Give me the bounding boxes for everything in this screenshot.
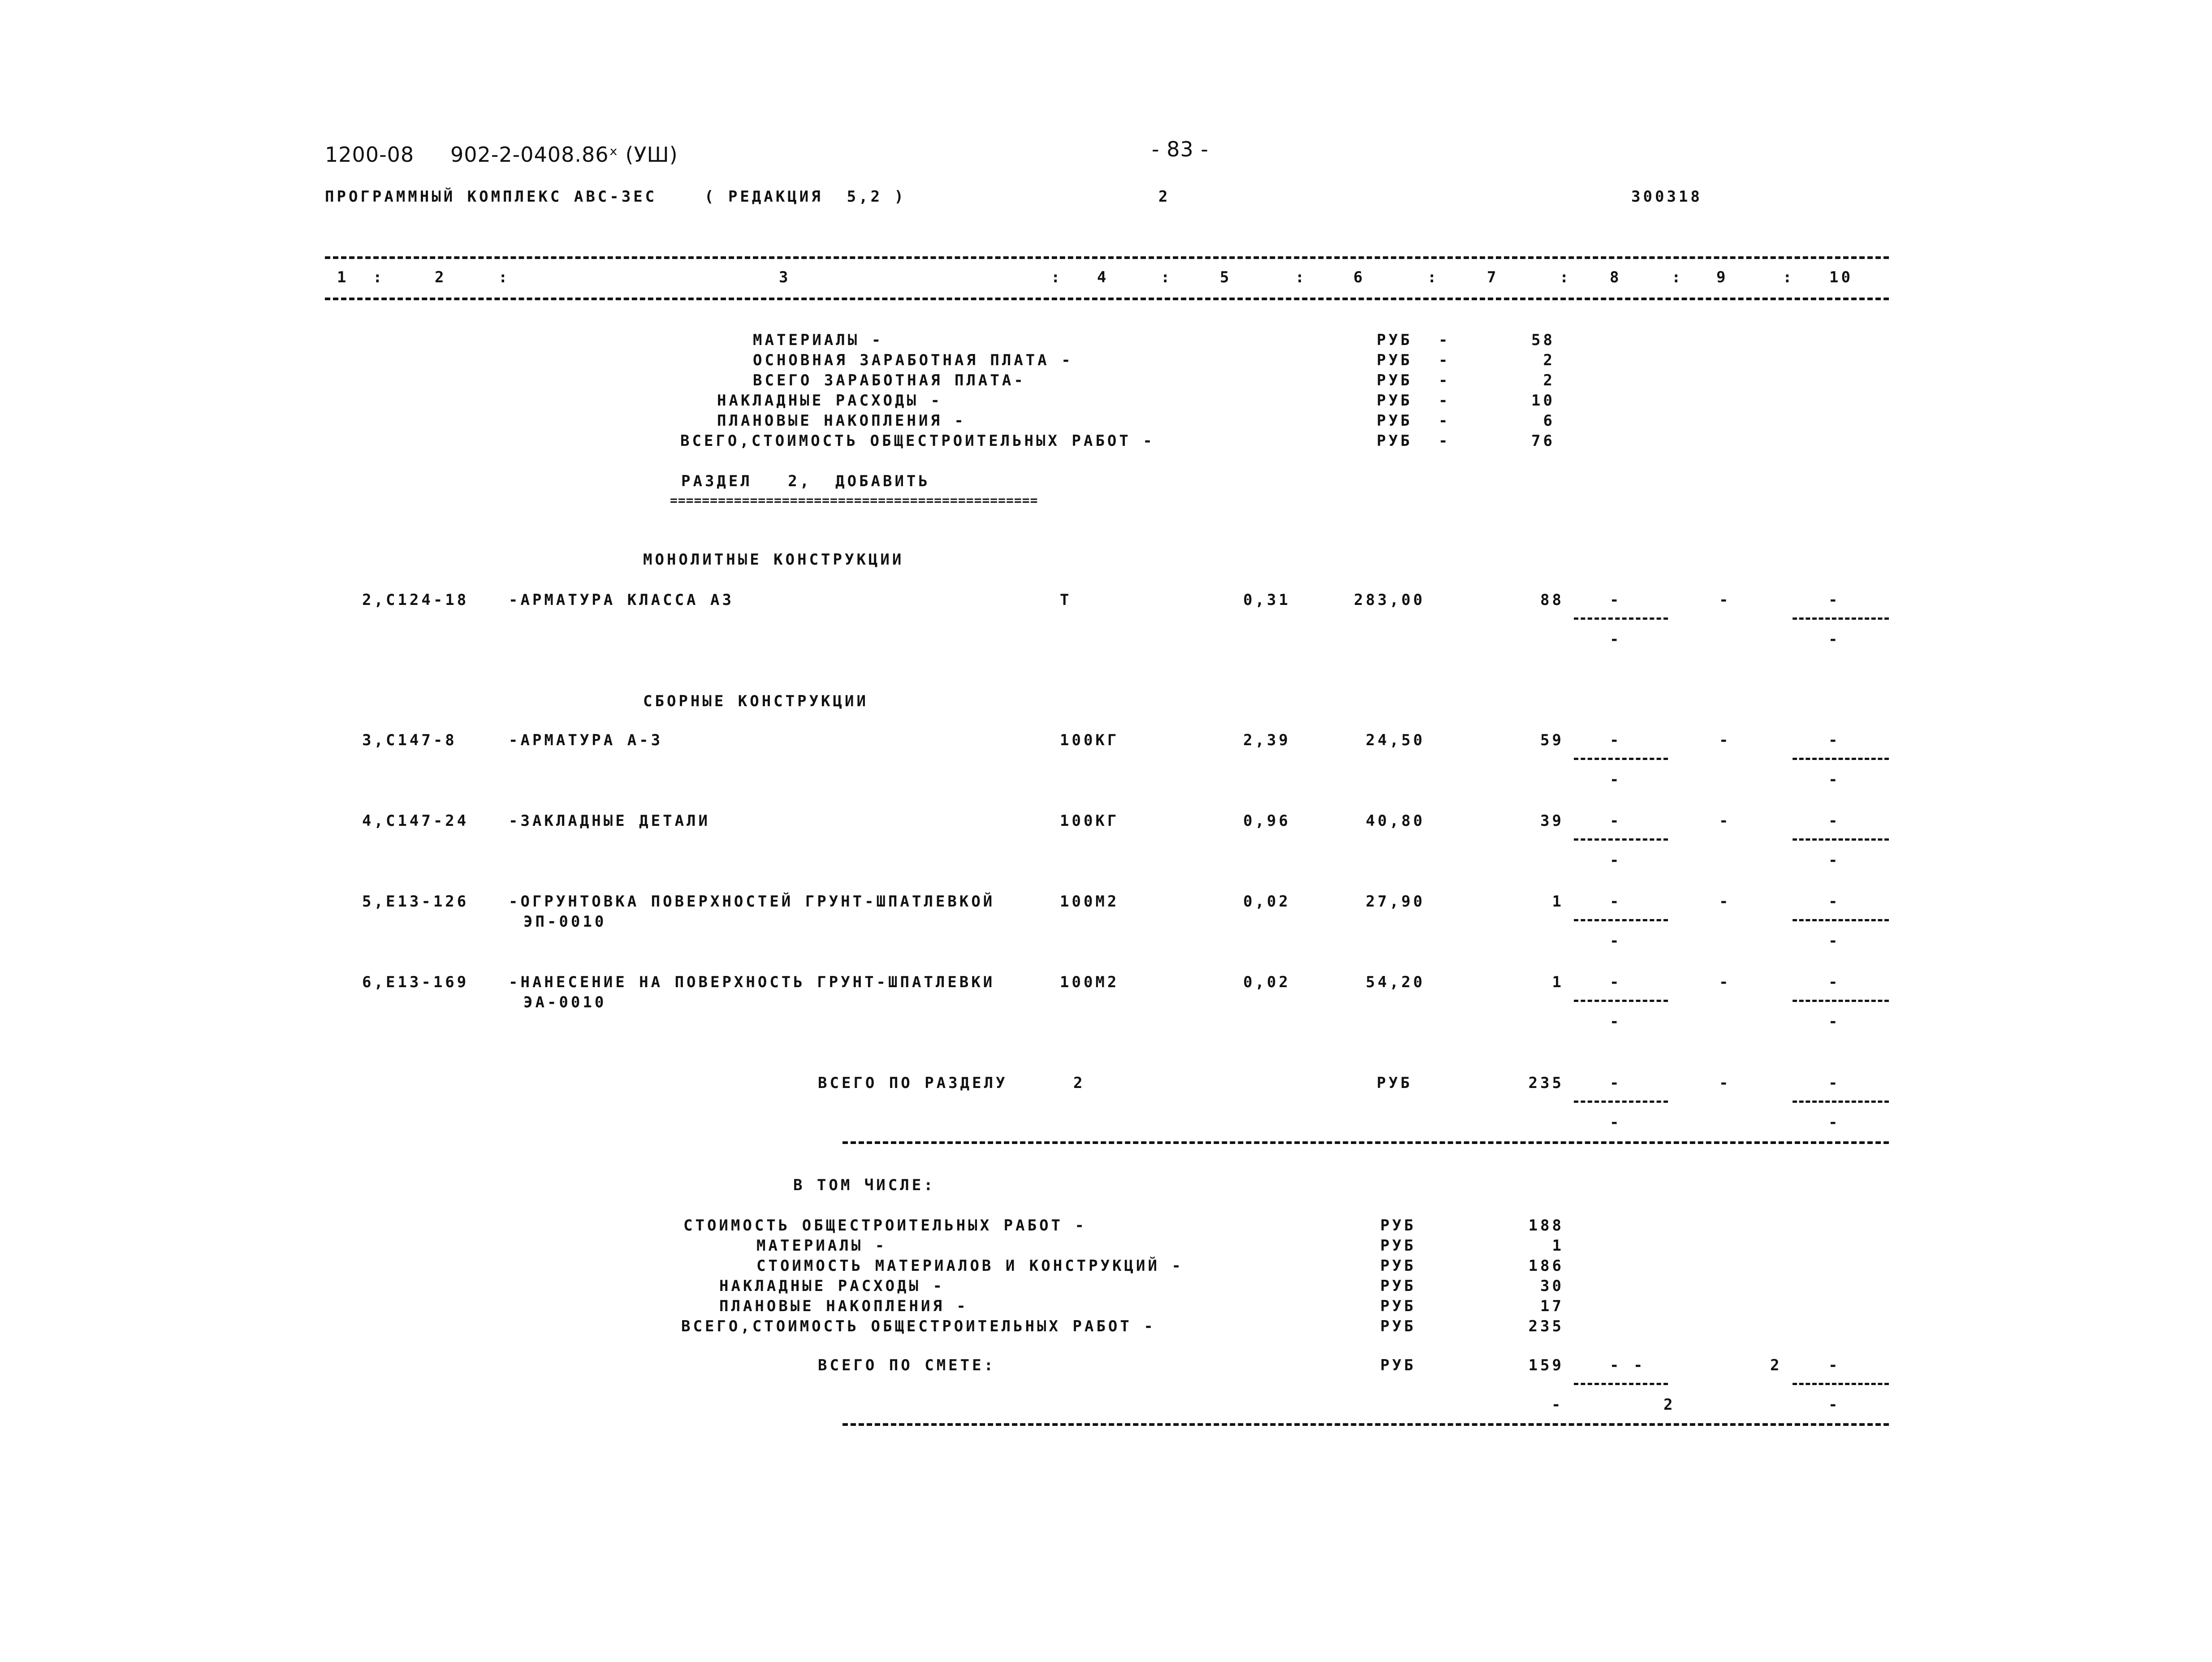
summary-sep: - — [1439, 392, 1451, 410]
section-total-value: 235 — [1528, 1074, 1564, 1092]
section-total-section: 2 — [1073, 1074, 1085, 1092]
item-col10: - — [1828, 812, 1840, 830]
column-1: 1 — [337, 268, 349, 286]
item-name: -АРМАТУРА А-3 — [509, 731, 663, 749]
summary-unit: РУБ — [1377, 351, 1413, 369]
including-unit: РУБ — [1380, 1297, 1416, 1315]
item-total: 1 — [1552, 893, 1564, 911]
item-name: -ЗАКЛАДНЫЕ ДЕТАЛИ — [509, 812, 710, 830]
column-4: 4 — [1097, 268, 1109, 286]
col-sep: : — [1427, 268, 1439, 286]
subtotal-rule — [1793, 758, 1889, 760]
section-total-label: ВСЕГО ПО РАЗДЕЛУ — [818, 1074, 1008, 1092]
col-sep: : — [498, 268, 510, 286]
summary-unit: РУБ — [1377, 412, 1413, 430]
including-value: 1 — [1552, 1237, 1564, 1255]
item-col10-sub: - — [1828, 932, 1840, 950]
estimate-total-rule — [842, 1423, 1889, 1426]
including-value: 188 — [1528, 1217, 1564, 1235]
including-unit: РУБ — [1380, 1257, 1416, 1275]
section-total-col9: - — [1719, 1074, 1731, 1092]
project-code: 902-2-0408.86ˣ (УШ) — [450, 142, 678, 167]
item-col10-sub: - — [1828, 851, 1840, 869]
section-total-col8: - — [1610, 1074, 1622, 1092]
item-code: 4,С147-24 — [362, 812, 469, 830]
summary-value: 76 — [1531, 432, 1555, 450]
col-sep: : — [1560, 268, 1572, 286]
item-qty: 0,02 — [1243, 973, 1291, 991]
section-total-col10-sub: - — [1828, 1114, 1840, 1131]
section-total-unit: РУБ — [1377, 1074, 1413, 1092]
item-col8: - — [1610, 591, 1622, 609]
item-name: -НАНЕСЕНИЕ НА ПОВЕРХНОСТЬ ГРУНТ-ШПАТЛЕВКИ — [509, 973, 995, 991]
including-value: 17 — [1540, 1297, 1564, 1315]
summary-value: 58 — [1531, 331, 1555, 349]
column-2: 2 — [435, 268, 447, 286]
including-label: НАКЛАДНЫЕ РАСХОДЫ - — [719, 1277, 945, 1295]
sheet-number: 2 — [1158, 188, 1171, 206]
including-label: ВСЕГО,СТОИМОСТЬ ОБЩЕСТРОИТЕЛЬНЫХ РАБОТ - — [681, 1317, 1156, 1335]
page-number: - 83 - — [1152, 137, 1209, 161]
section-total-rule — [842, 1141, 1889, 1144]
subtotal-rule — [1574, 617, 1668, 620]
summary-unit: РУБ — [1377, 331, 1413, 349]
item-price: 283,00 — [1354, 591, 1425, 609]
item-unit: Т — [1060, 591, 1072, 609]
summary-value: 10 — [1531, 392, 1555, 410]
summary-label: МАТЕРИАЛЫ - — [753, 331, 884, 349]
col-sep: : — [1672, 268, 1684, 286]
column-5: 5 — [1220, 268, 1232, 286]
summary-sep: - — [1439, 432, 1451, 450]
item-code: 5,Е13-126 — [362, 893, 469, 911]
item-qty: 0,31 — [1243, 591, 1291, 609]
section-total-col8-sub: - — [1610, 1114, 1622, 1131]
item-price: 40,80 — [1365, 812, 1425, 830]
item-col9: - — [1719, 731, 1731, 749]
subtotal-rule — [1793, 1101, 1889, 1103]
subtotal-rule — [1574, 758, 1668, 760]
item-unit: 100КГ — [1060, 731, 1119, 749]
summary-unit: РУБ — [1377, 392, 1413, 410]
col-sep: : — [1051, 268, 1063, 286]
summary-label: ВСЕГО ЗАРАБОТНАЯ ПЛАТА- — [753, 371, 1026, 389]
including-label: СТОИМОСТЬ МАТЕРИАЛОВ И КОНСТРУКЦИЙ - — [756, 1257, 1184, 1275]
col-sep: : — [1783, 268, 1795, 286]
item-col9: - — [1719, 591, 1731, 609]
including-label: ПЛАНОВЫЕ НАКОПЛЕНИЯ - — [719, 1297, 968, 1315]
including-value: 30 — [1540, 1277, 1564, 1295]
including-title: В ТОМ ЧИСЛЕ: — [793, 1176, 936, 1194]
estimate-total-col10: - — [1828, 1356, 1840, 1374]
column-8: 8 — [1610, 268, 1622, 286]
estimate-total-value: 159 — [1528, 1356, 1564, 1374]
item-total: 88 — [1540, 591, 1564, 609]
item-price: 54,20 — [1365, 973, 1425, 991]
item-col10: - — [1828, 731, 1840, 749]
header-bottom-rule — [325, 298, 1889, 300]
col-sep: : — [373, 268, 385, 286]
subtotal-rule — [1574, 1383, 1668, 1385]
item-col9: - — [1719, 812, 1731, 830]
item-unit: 100КГ — [1060, 812, 1119, 830]
item-qty: 0,96 — [1243, 812, 1291, 830]
item-unit: 100М2 — [1060, 893, 1119, 911]
item-col8: - — [1610, 812, 1622, 830]
program-name: ПРОГРАММНЫЙ КОМПЛЕКС АВС-ЗЕС — [325, 188, 657, 206]
including-value: 235 — [1528, 1317, 1564, 1335]
item-qty: 2,39 — [1243, 731, 1291, 749]
including-unit: РУБ — [1380, 1217, 1416, 1235]
item-col8-sub: - — [1610, 851, 1622, 869]
program-edition: ( РЕДАКЦИЯ 5,2 ) — [704, 188, 906, 206]
summary-label: ОСНОВНАЯ ЗАРАБОТНАЯ ПЛАТА - — [753, 351, 1073, 369]
item-name: -АРМАТУРА КЛАССА А3 — [509, 591, 734, 609]
summary-unit: РУБ — [1377, 432, 1413, 450]
column-7: 7 — [1487, 268, 1499, 286]
item-col10: - — [1828, 591, 1840, 609]
subtotal-rule — [1793, 1000, 1889, 1002]
estimate-total-col10-sub: - — [1828, 1396, 1840, 1414]
summary-unit: РУБ — [1377, 371, 1413, 389]
including-label: МАТЕРИАЛЫ - — [756, 1237, 887, 1255]
section-total-col10: - — [1828, 1074, 1840, 1092]
subtotal-rule — [1574, 1101, 1668, 1103]
item-col8-sub: - — [1610, 771, 1622, 789]
estimate-total-col9: 2 — [1770, 1356, 1782, 1374]
section-title: РАЗДЕЛ 2, ДОБАВИТЬ — [681, 472, 930, 490]
item-price: 24,50 — [1365, 731, 1425, 749]
summary-value: 2 — [1543, 371, 1555, 389]
including-label: СТОИМОСТЬ ОБЩЕСТРОИТЕЛЬНЫХ РАБОТ - — [683, 1217, 1087, 1235]
group-title-precast: СБОРНЫЕ КОНСТРУКЦИИ — [643, 692, 868, 710]
summary-label: НАКЛАДНЫЕ РАСХОДЫ - — [717, 392, 942, 410]
subtotal-rule — [1793, 919, 1889, 921]
item-col10-sub: - — [1828, 771, 1840, 789]
item-total: 1 — [1552, 973, 1564, 991]
item-col8: - — [1610, 731, 1622, 749]
header-top-rule — [325, 256, 1889, 259]
item-col8-sub: - — [1610, 1013, 1622, 1031]
summary-sep: - — [1439, 351, 1451, 369]
including-value: 186 — [1528, 1257, 1564, 1275]
item-total: 39 — [1540, 812, 1564, 830]
including-unit: РУБ — [1380, 1277, 1416, 1295]
item-code: 2,С124-18 — [362, 591, 469, 609]
item-name-cont: ЭА-0010 — [523, 993, 607, 1011]
item-col8-sub: - — [1610, 630, 1622, 648]
subtotal-rule — [1574, 919, 1668, 921]
item-code: 6,Е13-169 — [362, 973, 469, 991]
estimate-code: 300318 — [1631, 188, 1702, 206]
section-underline: ============================================== — [670, 493, 1038, 508]
item-col10: - — [1828, 893, 1840, 911]
col-sep: : — [1161, 268, 1173, 286]
document-code: 1200-08 — [325, 142, 415, 167]
item-name-cont: ЭП-0010 — [523, 913, 607, 931]
item-unit: 100М2 — [1060, 973, 1119, 991]
item-col8-sub: - — [1610, 932, 1622, 950]
col-sep: : — [1295, 268, 1307, 286]
column-3: 3 — [779, 268, 791, 286]
item-name: -ОГРУНТОВКА ПОВЕРХНОСТЕЙ ГРУНТ-ШПАТЛЕВКОЙ — [509, 893, 995, 911]
summary-label: ПЛАНОВЫЕ НАКОПЛЕНИЯ - — [717, 412, 966, 430]
summary-value: 2 — [1543, 351, 1555, 369]
item-price: 27,90 — [1365, 893, 1425, 911]
summary-sep: - — [1439, 331, 1451, 349]
column-6: 6 — [1353, 268, 1365, 286]
item-total: 59 — [1540, 731, 1564, 749]
including-unit: РУБ — [1380, 1317, 1416, 1335]
item-col10-sub: - — [1828, 1013, 1840, 1031]
subtotal-rule — [1793, 1383, 1889, 1385]
item-col8: - — [1610, 893, 1622, 911]
item-col10-sub: - — [1828, 630, 1840, 648]
column-10: 10 — [1829, 268, 1853, 286]
subtotal-rule — [1574, 838, 1668, 841]
estimate-total-label: ВСЕГО ПО СМЕТЕ: — [818, 1356, 996, 1374]
item-qty: 0,02 — [1243, 893, 1291, 911]
column-9: 9 — [1716, 268, 1728, 286]
summary-sep: - — [1439, 371, 1451, 389]
estimate-total-col8-sub: - — [1551, 1396, 1564, 1414]
subtotal-rule — [1793, 838, 1889, 841]
summary-label: ВСЕГО,СТОИМОСТЬ ОБЩЕСТРОИТЕЛЬНЫХ РАБОТ - — [680, 432, 1155, 450]
estimate-total-unit: РУБ — [1380, 1356, 1416, 1374]
item-col9: - — [1719, 893, 1731, 911]
summary-sep: - — [1439, 412, 1451, 430]
item-col8: - — [1610, 973, 1622, 991]
estimate-total-col8: - - — [1610, 1356, 1646, 1374]
estimate-total-col9-sub: 2 — [1663, 1396, 1676, 1414]
subtotal-rule — [1574, 1000, 1668, 1002]
group-title-monolithic: МОНОЛИТНЫЕ КОНСТРУКЦИИ — [643, 551, 904, 569]
item-code: 3,С147-8 — [362, 731, 457, 749]
summary-value: 6 — [1543, 412, 1555, 430]
item-col10: - — [1828, 973, 1840, 991]
including-unit: РУБ — [1380, 1237, 1416, 1255]
item-col9: - — [1719, 973, 1731, 991]
subtotal-rule — [1793, 617, 1889, 620]
